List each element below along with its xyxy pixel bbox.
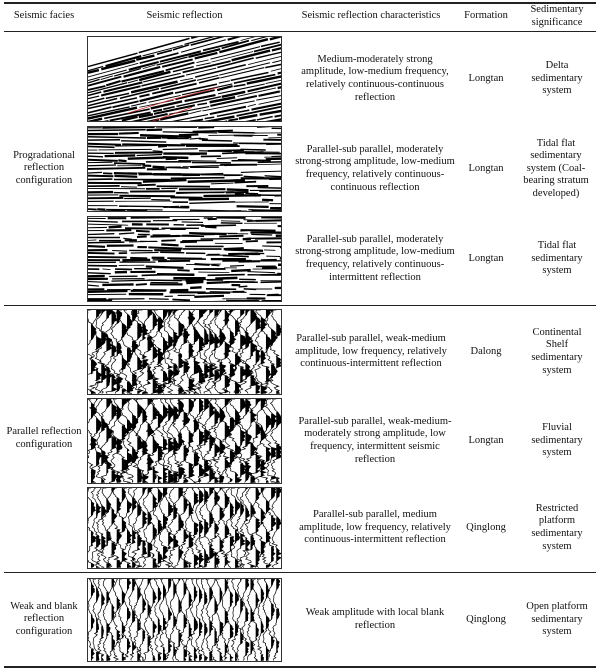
seismic-trace — [241, 171, 281, 172]
characteristics-cell: Medium-moderately strong amplitude, low-medium frequency, relatively continuous-continuous reflection — [301, 53, 449, 103]
seismic-trace — [243, 220, 252, 221]
seismic-trace — [112, 251, 127, 252]
seismic-trace — [197, 103, 207, 105]
seismic-trace — [186, 282, 203, 283]
significance-cell: Continental Shelf sedimentary system — [531, 326, 583, 376]
seismic-trace — [118, 160, 126, 161]
seismic-trace — [189, 111, 201, 114]
seismic-trace — [234, 85, 246, 87]
seismic-trace — [166, 62, 195, 70]
seismic-trace — [265, 64, 281, 68]
significance-cell: Tidal flat sedimentary system — [531, 240, 583, 277]
seismic-trace — [210, 107, 246, 114]
seismic-trace — [258, 188, 281, 189]
seismic-trace — [248, 104, 256, 106]
seismic-trace — [245, 488, 255, 568]
seismic-trace — [150, 236, 179, 237]
seismic-trace — [223, 255, 249, 256]
seismic-trace — [137, 236, 147, 237]
seismic-image-delta — [87, 36, 282, 122]
seismic-trace — [186, 579, 193, 661]
seismic-trace — [102, 284, 133, 285]
seismic-facies-table — [4, 2, 596, 668]
seismic-image-continental-shelf — [87, 309, 282, 395]
seismic-trace — [158, 146, 167, 147]
seismic-trace — [228, 253, 258, 254]
seismic-trace — [188, 180, 245, 181]
seismic-trace — [139, 94, 149, 96]
seismic-trace — [88, 176, 113, 177]
seismic-trace — [111, 488, 121, 568]
seismic-trace — [204, 195, 261, 196]
seismic-trace — [177, 270, 189, 271]
header-facies: Seismic facies — [13, 10, 75, 21]
seismic-trace — [219, 236, 243, 237]
seismic-trace — [245, 488, 249, 555]
facies-progradational — [4, 32, 84, 305]
seismic-trace — [227, 189, 249, 190]
seismic-trace — [142, 275, 169, 276]
bottom-rule — [4, 666, 596, 668]
seismic-trace — [252, 210, 281, 211]
seismic-trace — [263, 140, 281, 141]
seismic-trace — [157, 50, 172, 54]
seismic-trace — [88, 224, 128, 225]
group-rule-2 — [4, 572, 596, 573]
seismic-section — [88, 127, 281, 211]
seismic-trace — [88, 130, 146, 131]
seismic-trace — [168, 488, 178, 568]
seismic-trace — [153, 110, 162, 112]
seismic-trace — [140, 93, 174, 101]
seismic-trace — [251, 234, 272, 235]
seismic-trace — [148, 247, 182, 248]
seismic-section — [88, 399, 281, 483]
seismic-trace — [237, 579, 244, 661]
header-reflection: Seismic reflection — [146, 10, 223, 21]
seismic-section — [88, 310, 281, 394]
seismic-trace — [197, 173, 223, 174]
seismic-trace — [190, 287, 201, 288]
seismic-trace — [171, 178, 225, 179]
seismic-trace — [88, 137, 146, 138]
seismic-trace — [201, 225, 236, 226]
seismic-trace — [202, 140, 232, 141]
seismic-trace — [235, 194, 244, 195]
characteristics-cell: Parallel-sub parallel, moderately strong-strong amplitude, low-medium frequency, relatively continuous-intermittent reflection — [295, 233, 455, 283]
facies-label: Parallel reflection configuration — [6, 426, 82, 450]
seismic-trace — [88, 253, 115, 254]
seismic-trace — [98, 149, 151, 150]
seismic-trace — [276, 412, 281, 483]
seismic-trace — [119, 206, 168, 207]
seismic-trace — [114, 163, 145, 164]
characteristics-cell: Parallel-sub parallel, weak-medium-moderately strong amplitude, low frequency, intermittent seismic reflection — [298, 415, 452, 465]
seismic-trace — [88, 160, 118, 161]
seismic-trace — [181, 280, 212, 281]
seismic-trace — [121, 141, 166, 142]
seismic-image-fluvial — [87, 398, 282, 484]
seismic-section — [88, 488, 281, 568]
seismic-trace — [88, 246, 105, 247]
seismic-trace — [137, 185, 155, 186]
seismic-trace — [270, 310, 281, 394]
formation-cell: Qinglong — [466, 521, 506, 533]
seismic-trace — [207, 282, 230, 283]
seismic-trace — [119, 133, 139, 134]
seismic-trace — [189, 592, 192, 661]
seismic-trace — [88, 273, 111, 274]
seismic-trace — [91, 582, 95, 661]
seismic-trace — [88, 285, 99, 286]
seismic-trace — [194, 399, 200, 483]
seismic-image-tidal-flat — [87, 216, 282, 302]
seismic-trace — [211, 183, 234, 184]
seismic-trace — [220, 310, 226, 394]
seismic-trace — [205, 117, 215, 119]
seismic-trace — [240, 230, 248, 231]
seismic-trace — [153, 151, 163, 152]
formation-cell: Longtan — [468, 434, 504, 446]
seismic-trace — [119, 233, 134, 234]
seismic-trace — [186, 68, 216, 75]
seismic-trace — [227, 579, 234, 661]
seismic-trace — [261, 588, 264, 661]
group-rule-1 — [4, 305, 596, 306]
facies-label: Weak and blank reflection configuration — [10, 600, 78, 637]
seismic-trace — [237, 206, 269, 207]
seismic-trace — [136, 284, 147, 285]
facies-parallel — [4, 306, 84, 572]
seismic-trace — [247, 272, 275, 273]
seismic-trace — [193, 131, 233, 132]
seismic-trace — [211, 265, 219, 266]
seismic-trace — [98, 579, 105, 661]
header-characteristics: Seismic reflection characteristics — [301, 10, 441, 21]
seismic-trace — [103, 579, 110, 661]
seismic-trace — [175, 579, 182, 661]
seismic-trace — [230, 265, 244, 266]
formation-cell: Longtan — [468, 72, 504, 84]
seismic-trace — [96, 399, 102, 466]
seismic-trace — [88, 156, 103, 157]
seismic-trace — [148, 310, 154, 385]
significance-cell: Restricted platform sedimentary system — [531, 502, 583, 552]
seismic-trace — [173, 488, 178, 568]
seismic-trace — [218, 132, 256, 133]
seismic-trace — [217, 158, 237, 159]
seismic-section — [88, 37, 281, 121]
seismic-trace — [88, 242, 124, 243]
seismic-trace — [88, 168, 145, 169]
seismic-trace — [127, 579, 131, 658]
seismic-trace — [199, 78, 219, 83]
header-significance: Sedimentary significance — [530, 4, 584, 28]
formation-cell: Longtan — [468, 252, 504, 264]
seismic-trace — [211, 579, 218, 661]
seismic-trace — [113, 579, 120, 661]
significance-cell: Delta sedimentary system — [531, 60, 583, 97]
seismic-trace — [90, 310, 102, 394]
seismic-trace — [275, 195, 281, 196]
seismic-trace — [137, 155, 162, 156]
seismic-trace — [194, 492, 199, 568]
seismic-trace — [96, 399, 107, 483]
seismic-trace — [179, 134, 198, 135]
seismic-trace — [258, 579, 264, 661]
seismic-trace — [262, 246, 281, 247]
seismic-trace — [196, 60, 208, 63]
seismic-trace — [258, 162, 281, 163]
seismic-trace — [194, 296, 224, 297]
seismic-trace — [158, 489, 163, 567]
seismic-trace — [235, 488, 245, 568]
seismic-trace — [224, 248, 244, 249]
seismic-trace — [260, 274, 281, 275]
seismic-image-restricted-platform — [87, 487, 282, 569]
facies-weak-blank — [4, 573, 84, 666]
seismic-trace — [268, 295, 279, 296]
seismic-trace — [180, 78, 193, 80]
seismic-trace — [106, 310, 112, 389]
seismic-trace — [190, 120, 203, 121]
seismic-section — [88, 217, 281, 301]
seismic-trace — [163, 207, 179, 208]
seismic-trace — [115, 145, 157, 146]
seismic-image-tidal-flat-coal — [87, 126, 282, 212]
seismic-trace — [178, 579, 181, 661]
seismic-trace — [88, 234, 114, 235]
seismic-trace — [234, 182, 256, 183]
top-rule — [4, 2, 596, 4]
significance-cell: Tidal flat sedimentary system (Coal-bearing stratum developed) — [523, 137, 589, 199]
seismic-trace — [189, 202, 235, 203]
seismic-trace — [266, 488, 276, 568]
seismic-trace — [219, 81, 230, 83]
seismic-trace — [128, 158, 165, 159]
seismic-trace — [127, 210, 147, 211]
formation-cell: Qinglong — [466, 613, 506, 625]
seismic-trace — [114, 176, 137, 177]
seismic-trace — [261, 488, 271, 568]
seismic-trace — [148, 280, 181, 281]
seismic-trace — [88, 282, 109, 283]
seismic-trace — [257, 117, 273, 120]
seismic-trace — [208, 150, 244, 151]
characteristics-cell: Weak amplitude with local blank reflection — [305, 607, 445, 631]
header-formation: Formation — [464, 10, 508, 21]
seismic-trace — [88, 221, 118, 222]
seismic-trace — [240, 149, 265, 150]
seismic-trace — [277, 135, 281, 136]
characteristics-cell: Parallel-sub parallel, moderately strong-strong amplitude, low-medium frequency, relatively continuous- continuous reflection — [295, 143, 455, 193]
seismic-trace — [105, 155, 136, 156]
seismic-section — [88, 579, 281, 661]
seismic-trace — [228, 37, 246, 40]
seismic-trace — [102, 269, 110, 270]
seismic-trace — [117, 498, 122, 568]
seismic-trace — [270, 399, 281, 483]
header-rule — [4, 31, 596, 32]
seismic-trace — [259, 91, 280, 95]
seismic-trace — [153, 167, 165, 168]
formation-cell: Longtan — [468, 162, 504, 174]
seismic-trace — [102, 127, 154, 128]
seismic-trace — [228, 119, 238, 120]
seismic-trace — [153, 589, 157, 661]
seismic-trace — [88, 172, 102, 173]
seismic-image-open-platform — [87, 578, 282, 662]
seismic-trace — [126, 399, 138, 483]
seismic-trace — [88, 146, 115, 147]
seismic-trace — [245, 579, 249, 656]
seismic-trace — [158, 261, 190, 262]
seismic-trace — [149, 579, 156, 661]
seismic-trace — [154, 579, 161, 661]
seismic-trace — [256, 220, 281, 221]
seismic-trace — [88, 291, 127, 292]
seismic-trace — [88, 96, 99, 99]
seismic-trace — [265, 176, 281, 177]
seismic-trace — [131, 252, 159, 253]
seismic-trace — [225, 399, 231, 471]
seismic-trace — [172, 300, 190, 301]
seismic-trace — [137, 488, 147, 568]
seismic-trace — [270, 37, 281, 39]
seismic-trace — [239, 286, 248, 287]
seismic-trace — [88, 165, 116, 166]
seismic-trace — [189, 199, 229, 200]
seismic-trace — [161, 240, 175, 241]
seismic-trace — [123, 579, 130, 661]
significance-cell: Fluvial sedimentary system — [531, 422, 583, 459]
seismic-trace — [271, 156, 281, 157]
seismic-trace — [209, 310, 215, 383]
seismic-trace — [88, 144, 121, 145]
significance-cell: Open platform sedimentary system — [526, 601, 588, 638]
seismic-trace — [214, 579, 217, 661]
seismic-trace — [142, 579, 145, 661]
seismic-trace — [123, 238, 132, 239]
seismic-trace — [136, 231, 150, 232]
seismic-trace — [163, 157, 188, 158]
seismic-trace — [209, 488, 214, 563]
characteristics-cell: Parallel-sub parallel, weak-medium amplitude, low frequency, relatively continuous-intermittent reflection — [295, 333, 447, 370]
characteristics-cell: Parallel-sub parallel, medium amplitude, low frequency, relatively continuous-intermittent reflection — [299, 509, 451, 546]
seismic-trace — [111, 280, 148, 281]
seismic-trace — [278, 225, 281, 226]
seismic-trace — [231, 270, 250, 271]
seismic-trace — [163, 149, 198, 150]
facies-label: Progradational reflection configuration — [13, 149, 75, 186]
seismic-trace — [208, 275, 245, 276]
seismic-trace — [268, 137, 281, 138]
seismic-trace — [161, 244, 178, 245]
seismic-trace — [109, 227, 122, 228]
seismic-trace — [143, 180, 187, 182]
seismic-trace — [215, 278, 237, 279]
formation-cell: Dalong — [470, 345, 502, 357]
